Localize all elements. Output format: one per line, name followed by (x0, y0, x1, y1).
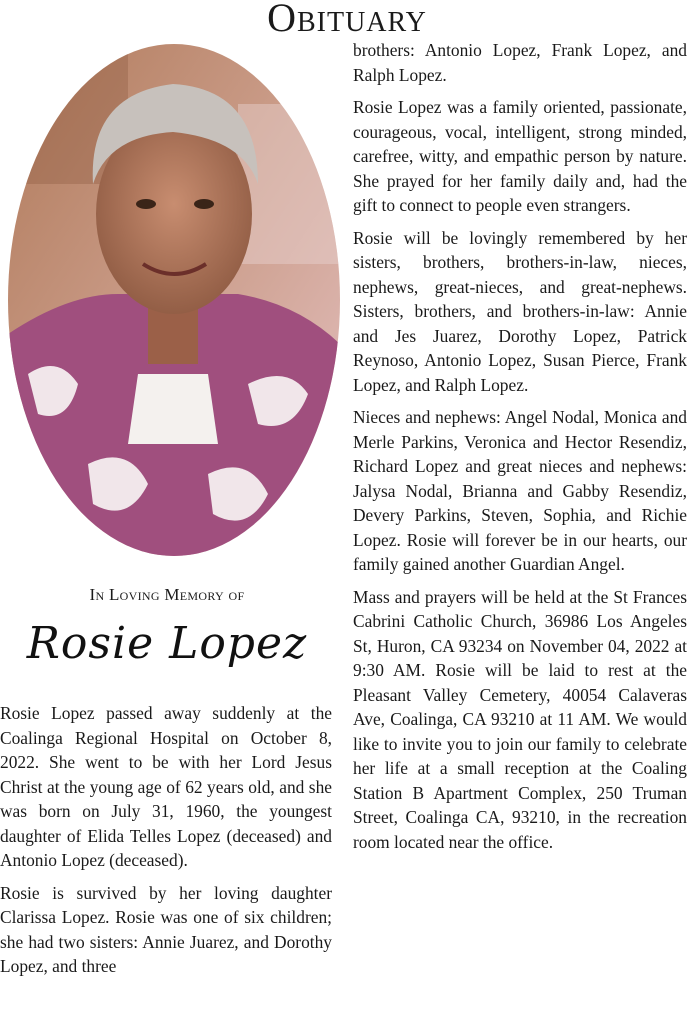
paragraph: Rosie Lopez passed away suddenly at the Coalinga Regional Hospital on October 8, 2022. She went to be with her Lord Jesus Christ at the young age of 62 years old, and she was born on July 31, 1960, the youngest daughter of Elida Telles Lopez (deceased) and Antonio Lopez (deceased). (0, 703, 332, 870)
left-column (0, 701, 332, 987)
paragraph: Rosie is survived by her loving daughter Clarissa Lopez. Rosie was one of six children; she had two sisters: Annie Juarez, and Dorothy Lopez, and three (0, 882, 332, 976)
paragraph: Mass and prayers will be held at the St Frances Cabrini Catholic Church, 36986 Los Angeles St, Huron, CA 93234 on November 04, 2022 at 9:30 AM. Rosie will be laid to rest at the Pleasant Valley Cemetery, 40054 Calaveras Ave, Coalinga, CA 93210 at 11 AM. We would like to invite you to join our family to celebrate her life at a small reception at the Coaling Station B Apartment Complex, 250 Truman Street, Coalinga CA, 93210, in the recreation room located near the office. (353, 586, 687, 852)
paragraph: brothers: Antonio Lopez, Frank Lopez, and Ralph Lopez. (353, 40, 687, 85)
deceased-name: Rosie Lopez (26, 618, 308, 669)
paragraph: Rosie will be lovingly remembered by her sisters, brothers, brothers-in-law, nieces, nephews, great-nieces, and great-nephews. Sisters, brothers, and brothers-in-law: Annie and Jes Juarez, Dorothy Lopez, Patrick Reynoso, Antonio Lopez, Susan Pierce, Frank Lopez, and Ralph Lopez. (353, 227, 687, 395)
paragraph: Nieces and nephews: Angel Nodal, Monica and Merle Parkins, Veronica and Hector Resendiz, Richard Lopez and great nieces and nephews: Jalysa Nodal, Brianna and Gabby Resendiz, Devery Parkins, Steven, Sophia, and Richie Lopez. Rosie will forever be in our hearts, our family gained another Guardian Angel. (353, 407, 687, 574)
portrait-photo (8, 44, 340, 556)
paragraph: Rosie Lopez was a family oriented, passionate, courageous, vocal, intelligent, strong minded, carefree, witty, and empathic person by nature. She prayed for her family daily and, had the gift to connect to people even strangers. (353, 97, 687, 215)
right-column (353, 38, 687, 862)
memory-label: In Loving Memory of (89, 585, 245, 604)
page-title: Obituary (267, 0, 427, 40)
